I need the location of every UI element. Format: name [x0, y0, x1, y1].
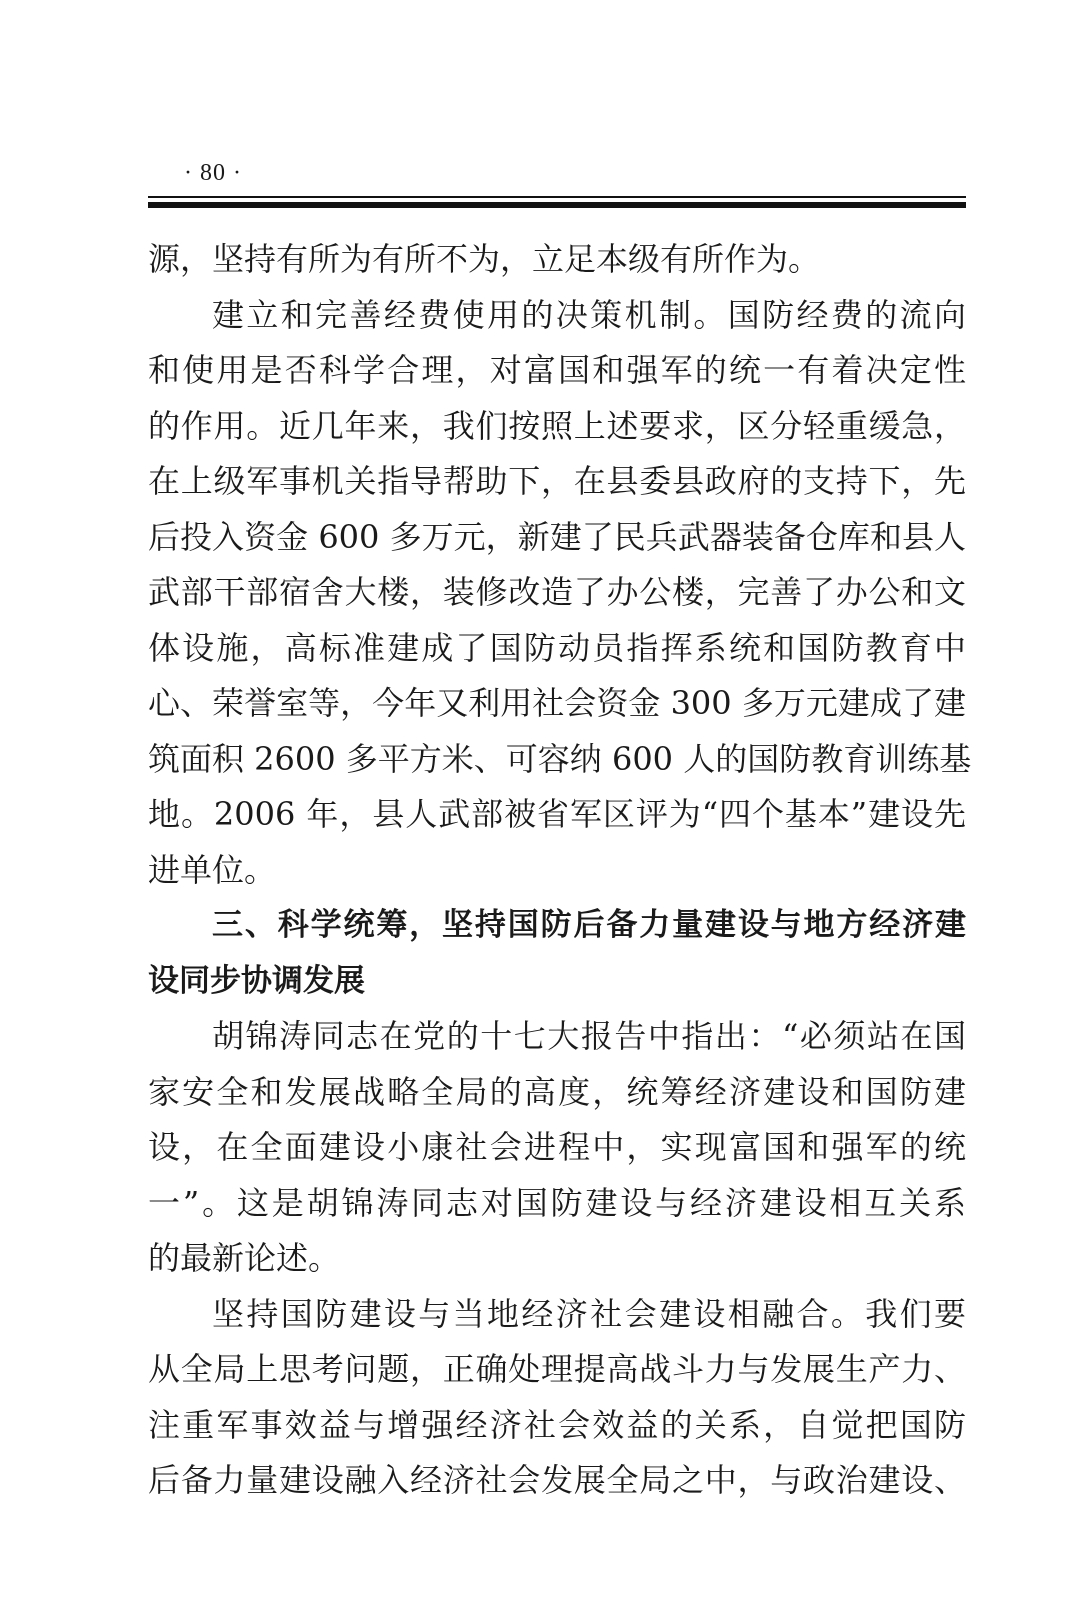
paragraph-line: 筑面积 2600 多平方米、可容纳 600 人的国防教育训练基 [148, 739, 972, 778]
page-number: · 80 · [184, 160, 242, 186]
paragraph-line: 后备力量建设融入经济社会发展全局之中，与政治建设、 [148, 1461, 966, 1499]
body-text [148, 232, 972, 1509]
paragraph-line: 源，坚持有所为有所不为，立足本级有所作为。 [148, 240, 821, 278]
paragraph-line: 从全局上思考问题，正确处理提高战斗力与发展生产力、 [148, 1350, 966, 1388]
paragraph-line: 建立和完善经费使用的决策机制。国防经费的流向 [212, 295, 966, 334]
paragraph-line: 心、荣誉室等，今年又利用社会资金 300 多万元建成了建 [148, 684, 966, 722]
paragraph-line: 后投入资金 600 多万元，新建了民兵武器装备仓库和县人 [148, 517, 966, 556]
paragraph-line: 胡锦涛同志在党的十七大报告中指出：“必须站在国 [212, 1017, 966, 1055]
paragraph-line: 注重军事效益与增强经济社会效益的关系，自觉把国防 [148, 1405, 966, 1444]
paragraph-line: 地。2006 年，县人武部被省军区评为“四个基本”建设先 [148, 795, 966, 833]
page-header [148, 150, 966, 220]
header-rule-thin [148, 196, 966, 198]
paragraph-line: 家安全和发展战略全局的高度，统筹经济建设和国防建 [148, 1072, 966, 1111]
paragraph-line: 设，在全面建设小康社会进程中，实现富国和强军的统 [148, 1128, 966, 1166]
paragraph-line: 和使用是否科学合理，对富国和强军的统一有着决定性 [148, 351, 966, 389]
paragraph-line: 体设施，高标准建成了国防动员指挥系统和国防教育中 [148, 628, 966, 667]
paragraph-line: 一”。这是胡锦涛同志对国防建设与经济建设相互关系 [148, 1183, 966, 1222]
paragraph-line: 的最新论述。 [148, 1239, 341, 1277]
paragraph-line: 坚持国防建设与当地经济社会建设相融合。我们要 [212, 1294, 966, 1333]
paragraph-line: 武部干部宿舍大楼，装修改造了办公楼，完善了办公和文 [148, 573, 966, 611]
section-heading-line: 三、科学统筹，坚持国防后备力量建设与地方经济建 [212, 907, 966, 943]
paragraph-line: 的作用。近几年来，我们按照上述要求，区分轻重缓急， [148, 406, 966, 445]
paragraph-line: 进单位。 [148, 850, 277, 889]
paragraph-line: 在上级军事机关指导帮助下，在县委县政府的支持下，先 [148, 462, 966, 500]
header-rule-thick [148, 202, 966, 208]
section-heading-line: 设同步协调发展 [148, 962, 365, 999]
